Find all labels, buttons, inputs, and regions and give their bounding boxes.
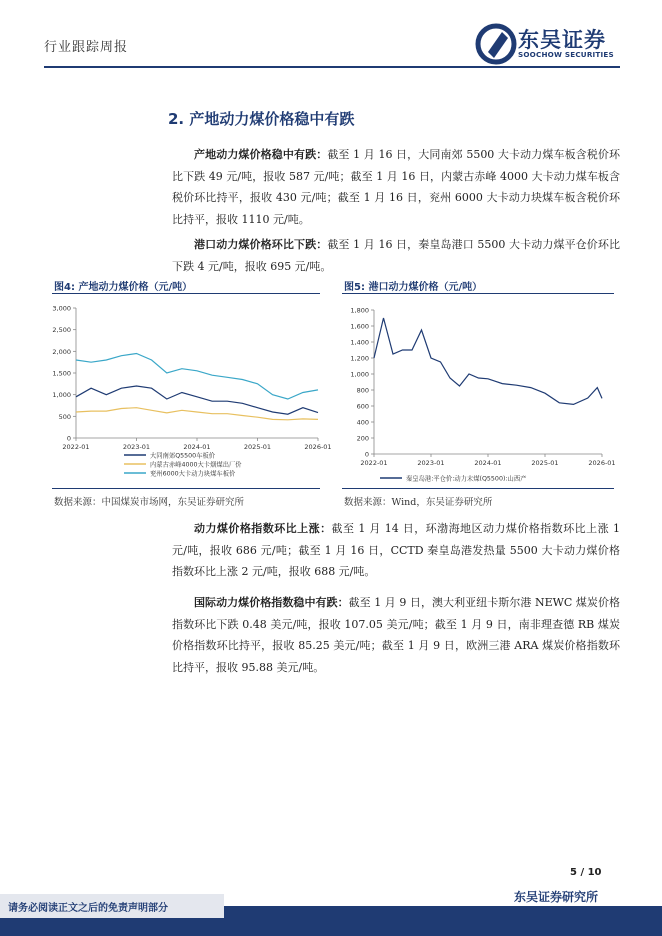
legend-label: 兖州6000大卡动力块煤车板价	[150, 470, 236, 478]
series-line-1	[374, 318, 602, 404]
y-tick-label: 0	[66, 434, 71, 443]
paragraph-lead: 国际动力煤价格指数稳中有跌：	[194, 596, 349, 609]
y-tick-label: 1,200	[350, 354, 369, 363]
y-tick-label: 1,600	[350, 322, 369, 331]
y-tick-label: 500	[58, 412, 71, 421]
y-tick-label: 200	[356, 434, 369, 443]
legend-label: 大同南郊Q5500车板价	[150, 452, 216, 460]
report-type-label: 行业跟踪周报	[44, 40, 129, 55]
paragraph-origin-price	[172, 144, 620, 230]
y-tick-label: 800	[356, 386, 369, 395]
section-title: 2. 产地动力煤价格稳中有跌	[168, 110, 355, 128]
figure5-source: 数据来源：Wind，东吴证券研究所	[344, 497, 493, 508]
y-tick-label: 1,800	[350, 306, 369, 315]
y-tick-label: 2,000	[52, 347, 71, 356]
paragraph-port-price	[172, 234, 620, 277]
disclaimer-text: 请务必阅读正文之后的免责声明部分	[8, 903, 168, 914]
paragraph-intl-price	[172, 592, 620, 678]
paragraph-index-price	[172, 518, 620, 583]
y-tick-label: 1,000	[350, 370, 369, 379]
figure5-chart	[338, 298, 618, 484]
figure4-chart	[48, 298, 332, 484]
paragraph-text: 截至 1 月 14 日，环渤海地区动力煤价格指数环比上涨 1 元/吨，报收 686 元/吨；截至 1 月 16 日，CCTD 秦皇岛港发热量 5500 大卡动力煤价格指数环比上涨 2 元/吨，报收 688 元/吨。	[172, 522, 620, 578]
x-tick-label: 2022-01	[62, 443, 90, 451]
y-tick-label: 3,000	[52, 304, 71, 313]
y-tick-label: 1,500	[52, 369, 71, 378]
paragraph-text: 截至 1 月 16 日，大同南郊 5500 大卡动力煤车板含税价环比下跌 49 元/吨，报收 587 元/吨；截至 1 月 16 日，内蒙古赤峰 4000 大卡动力煤车板含税价环比持平，报收 430 元/吨；截至 1 月 16 日，兖州 6000 大卡动力块煤车板含税价环比持平，报收 1110 元/吨。	[172, 148, 621, 226]
legend-label: 秦皇岛港:平仓价:动力末煤(Q5500):山西产	[406, 475, 527, 483]
x-tick-label: 2025-01	[243, 443, 272, 451]
paragraph-lead: 港口动力煤价格环比下跌：	[194, 238, 328, 251]
header-divider	[44, 66, 620, 68]
x-tick-label: 2022-01	[360, 459, 388, 467]
paragraph-text: 截至 1 月 9 日，澳大利亚纽卡斯尔港 NEWC 煤炭价格指数环比下跌 0.48 美元/吨，报收 107.05 美元/吨；截至 1 月 9 日，南非理查德 RB 煤炭价格指数环比持平，报收 85.25 美元/吨；截至 1 月 9 日，欧洲三港 ARA 煤炭价格指数环比持平，报收 95.88 美元/吨。	[172, 596, 620, 674]
figure4-rule	[52, 293, 320, 294]
logo-text-en: SOOCHOW SECURITIES	[518, 50, 614, 59]
x-tick-label: 2026-01	[588, 459, 616, 467]
figure5-caption: 图5: 港口动力煤价格（元/吨）	[344, 282, 483, 293]
figure4-caption: 图4: 产地动力煤价格（元/吨）	[54, 282, 193, 293]
figure5-bottom-rule	[342, 488, 614, 489]
y-tick-label: 400	[356, 418, 369, 427]
footer-org: 东吴证券研究所	[514, 890, 599, 904]
y-tick-label: 1,000	[52, 391, 71, 400]
y-tick-label: 600	[356, 402, 369, 411]
paragraph-text: 截至 1 月 16 日，秦皇岛港口 5500 大卡动力煤平仓价环比下跌 4 元/吨，报收 695 元/吨。	[172, 238, 621, 273]
x-tick-label: 2024-01	[474, 459, 502, 467]
x-tick-label: 2025-01	[531, 459, 559, 467]
x-tick-label: 2023-01	[122, 443, 151, 451]
x-tick-label: 2026-01	[304, 443, 332, 451]
paragraph-lead: 动力煤价格指数环比上涨：	[194, 522, 332, 535]
figure4-source: 数据来源：中国煤炭市场网，东吴证券研究所	[54, 497, 245, 508]
logo-text-cn: 东吴证券	[518, 28, 606, 52]
legend-label: 内蒙古赤峰4000大卡烟煤出厂价	[150, 461, 242, 469]
y-tick-label: 0	[364, 450, 369, 459]
paragraph-lead: 产地动力煤价格稳中有跌：	[194, 148, 328, 161]
page-number: 5 / 10	[570, 867, 602, 878]
x-tick-label: 2024-01	[183, 443, 211, 451]
y-tick-label: 1,400	[350, 338, 369, 347]
disclaimer-box	[0, 894, 224, 918]
figure5-rule	[342, 293, 614, 294]
y-tick-label: 2,500	[52, 326, 71, 335]
x-tick-label: 2023-01	[417, 459, 445, 467]
figure4-bottom-rule	[52, 488, 320, 489]
